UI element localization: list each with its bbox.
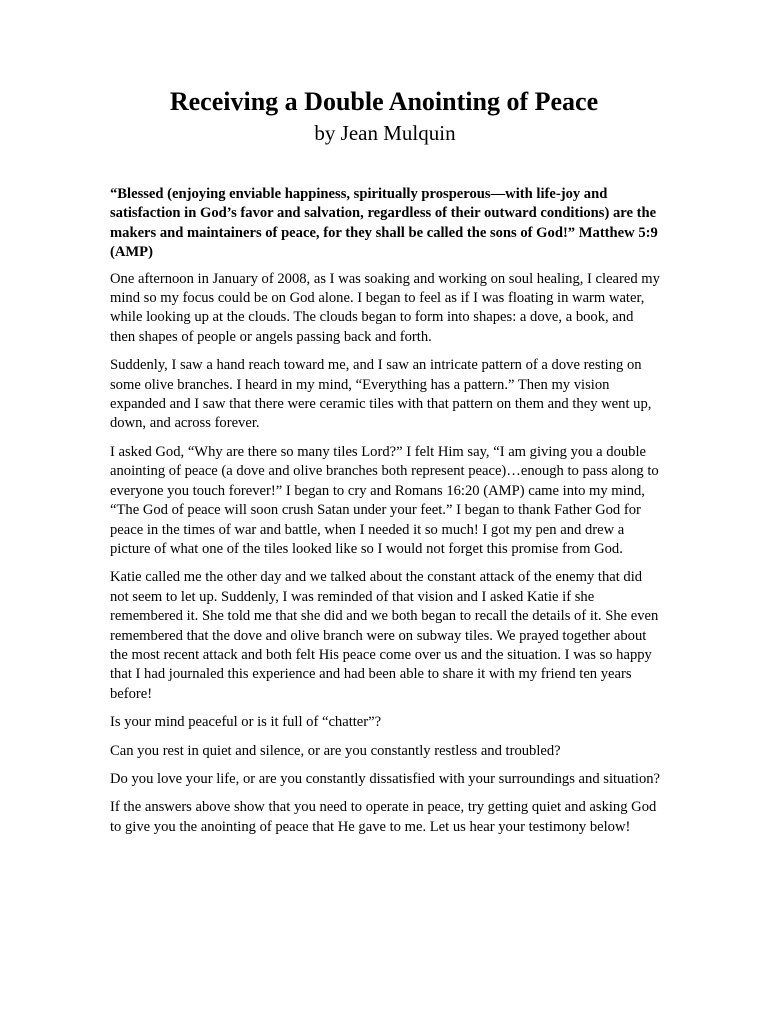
question-3: Do you love your life, or are you constantly dissatisfied with your surroundings and situation? (110, 770, 661, 787)
page-title: Receiving a Double Anointing of Peace (169, 87, 599, 116)
paragraph-4: Katie called me the other day and we talked about the constant attack of the enemy that did not seem to let up. Suddenly, I was reminded of that vision and I asked Katie if she remembered it. She told me that she did and we both began to recall the details of it. She even remembered that the dove and olive branch were on subway tiles. We prayed together about the most recent attack and both felt His peace come over us and the situation. I was so happy that I had journaled this experience and had been able to share it with my friend ten years before! (110, 569, 659, 702)
document-page (110, 86, 660, 837)
paragraph-1: One afternoon in January of 2008, as I was soaking and working on soul healing, I cleared my mind so my focus could be on God alone. I began to feel as if I was floating in warm water, while looking up at the clouds. The clouds began to form into shapes: a dove, a book, and then shapes of people or angels passing back and forth. (110, 270, 660, 345)
scripture-quote: “Blessed (enjoying enviable happiness, spiritually prosperous—with life-joy and satisfaction in God’s favor and salvation, regardless of their outward conditions) are the makers and maintainers of peace, for they shall be called the sons of God!” Matthew 5:9 (AMP) (110, 186, 658, 261)
paragraph-3: I asked God, “Why are there so many tiles Lord?” I felt Him say, “I am giving you a double anointing of peace (a dove and olive branches both represent peace)…enough to pass along to everyone you touch forever!” I began to cry and Romans 16:20 (AMP) came into my mind, “The God of peace will soon crush Satan under your feet.” I began to thank Father God for peace in the times of war and battle, when I needed it so much! I got my pen and drew a picture of what one of the tiles looked like so I would not forget this promise from God. (110, 443, 659, 557)
question-2: Can you rest in quiet and silence, or are you constantly restless and troubled? (110, 742, 561, 759)
question-1: Is your mind peaceful or is it full of “chatter”? (110, 714, 382, 731)
author-byline: by Jean Mulquin (314, 121, 456, 145)
closing-paragraph: If the answers above show that you need to operate in peace, try getting quiet and asking God to give you the anointing of peace that He gave to me. Let us hear your testimony below! (110, 799, 657, 835)
paragraph-2: Suddenly, I saw a hand reach toward me, and I saw an intricate pattern of a dove resting on some olive branches. I heard in my mind, “Everything has a pattern.” Then my vision expanded and I saw that there were ceramic tiles with that pattern on them and they went up, down, and across forever. (110, 357, 652, 432)
